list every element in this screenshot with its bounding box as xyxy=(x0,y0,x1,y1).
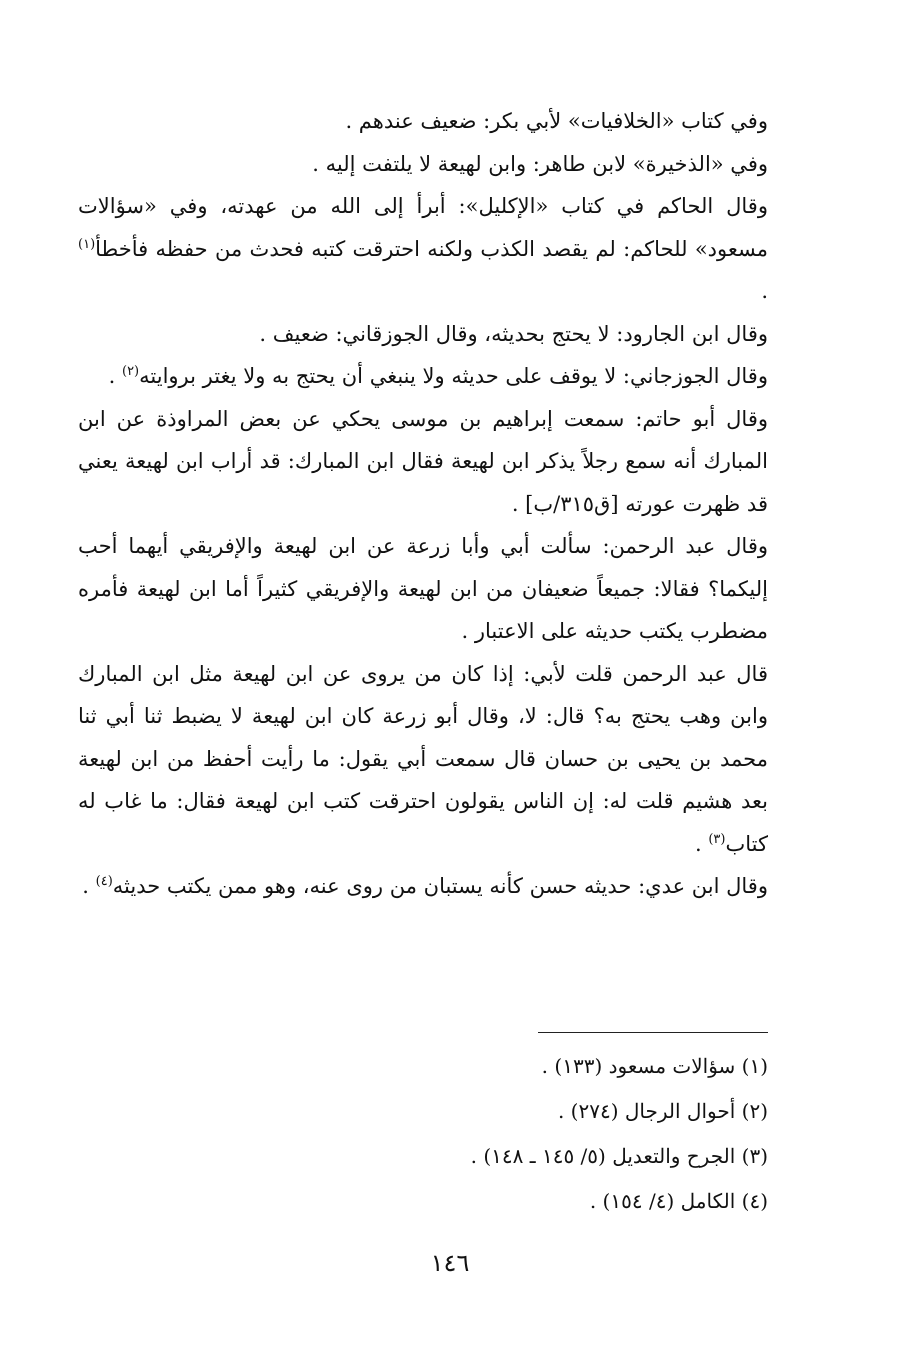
footnote-4: (٤) الكامل (٤/ ١٥٤) . xyxy=(589,1189,768,1213)
footnote-ref-1: (١) xyxy=(78,236,96,252)
footnote-divider xyxy=(538,1032,768,1033)
footnote-1: (١) سؤالات مسعود (١٣٣) . xyxy=(541,1054,768,1078)
paragraph-text: وقال ابن عدي: حديثه حسن كأنه يستبان من روى عنه، وهو ممن يكتب حديثه xyxy=(112,874,768,898)
paragraph-text: قال عبد الرحمن قلت لأبي: إذا كان من يروى عن ابن لهيعة مثل ابن المبارك وابن وهب يحتج به؟ قال: لا، وقال أبو زرعة كان ابن لهيعة لا يضبط ثنا أبي ثنا محمد بن يحيى بن حسان قال سمعت أبي يقول: ما رأيت أحفظ من ابن لهيعة بعد هشيم قلت له: إن الناس يقولون احترقت كتب ابن لهيعة فقال: ما غاب له كتاب xyxy=(78,661,768,856)
paragraph-text: وقال أبو حاتم: سمعت إبراهيم بن موسى يحكي عن بعض المراوذة عن ابن المبارك أنه سمع رجلاً يذكر ابن لهيعة فقال ابن المبارك: قد أراب ابن لهيعة يعني قد ظهرت عورته [ق٣١٥/ب] . xyxy=(78,406,768,516)
page-number: ١٤٦ xyxy=(430,1249,470,1277)
footnote-ref-4: (٤) xyxy=(95,874,113,889)
paragraph-text: وقال ابن الجارود: لا يحتج بحديثه، وقال الجوزقاني: ضعيف . xyxy=(259,321,768,346)
footnote-ref-3: (٣) xyxy=(708,831,726,847)
paragraph-text: وقال عبد الرحمن: سألت أبي وأبا زرعة عن ابن لهيعة والإفريقي أيهما أحب إليكما؟ فقالا: جميعاً ضعيفان من ابن لهيعة والإفريقي كثيراً أما ابن لهيعة فأمره مضطرب يكتب حديثه على الاعتبار . xyxy=(78,534,768,643)
paragraph-tail: . xyxy=(108,364,122,388)
paragraph-4 xyxy=(78,313,768,356)
paragraph-9 xyxy=(78,865,768,908)
footnote-ref-2: (٢) xyxy=(121,364,140,379)
paragraph-tail: . xyxy=(761,279,768,303)
paragraph-1 xyxy=(78,100,768,143)
paragraph-text: وفي كتاب «الخلافيات» لأبي بكر: ضعيف عندهم . xyxy=(345,109,768,133)
footnotes xyxy=(78,1044,768,1224)
paragraph-5 xyxy=(78,355,768,398)
main-text xyxy=(78,100,768,908)
paragraph-tail: . xyxy=(694,831,709,856)
footnote-3: (٣) الجرح والتعديل (٥/ ١٤٥ ـ ١٤٨) . xyxy=(470,1144,768,1168)
paragraph-text: وقال الجوزجاني: لا يوقف على حديثه ولا ينبغي أن يحتج به ولا يغتر بروايته xyxy=(139,364,768,388)
paragraph-2 xyxy=(78,143,768,186)
paragraph-tail: . xyxy=(82,874,96,898)
paragraph-6 xyxy=(78,398,768,526)
paragraph-3 xyxy=(78,185,768,313)
paragraph-text: وفي «الذخيرة» لابن طاهر: وابن لهيعة لا يلتفت إليه . xyxy=(312,151,768,176)
paragraph-text: وقال الحاكم في كتاب «الإكليل»: أبرأ إلى الله من عهدته، وفي «سؤالات مسعود» للحاكم: لم يقصد الكذب ولكنه احترقت كتبه فحدث من حفظه فأخطأ xyxy=(78,194,768,261)
paragraph-7 xyxy=(78,525,768,653)
footnote-2: (٢) أحوال الرجال (٢٧٤) . xyxy=(557,1099,768,1123)
paragraph-8 xyxy=(78,653,768,866)
